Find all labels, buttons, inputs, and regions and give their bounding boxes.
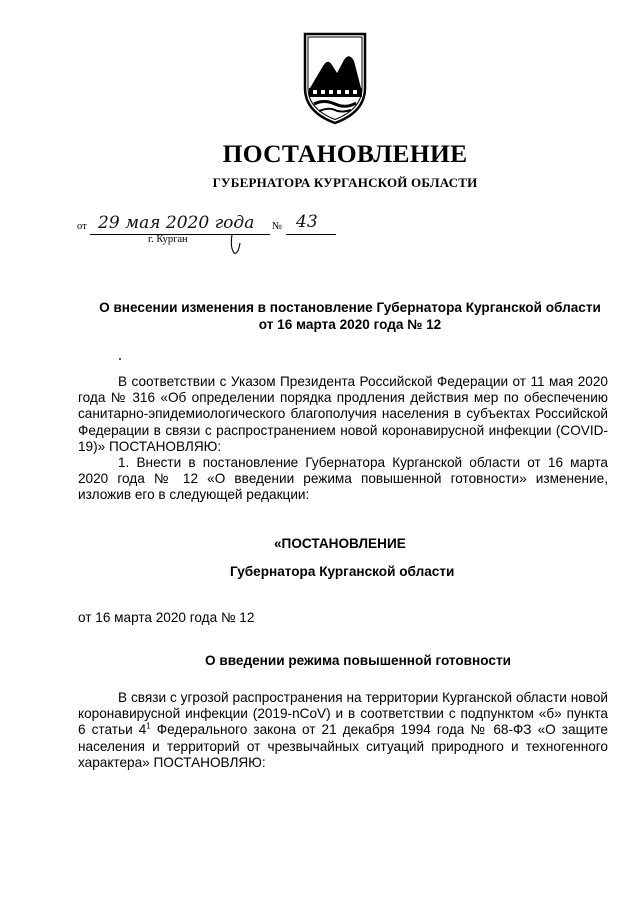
stray-dot: [119, 358, 121, 360]
heading-line2: от 16 марта 2020 года № 12: [258, 317, 442, 332]
number-handwritten: 43: [296, 212, 318, 232]
paragraph-1: В соответствии с Указом Президента Российской Федерации от 11 мая 2020 года № 316 «Об определении порядка продления действия мер по обеспечению санитарно-эпидемиологического благополучия населения в субъектах Российской Федерации в связи с распространением новой коронавирусной инфекции (COVID-19)» ПОСТАНОВЛЯЮ:: [78, 374, 608, 454]
embedded-paragraph-part1: В связи с угрозой распространения на территории Курганской области новой коронавирусной инфекции (2019-nCoV) и в соответствии с подпунктом «б» пункта 6 статьи 4: [78, 690, 608, 738]
body-paragraphs: [78, 374, 608, 504]
footnote-superscript: 1: [146, 721, 151, 731]
document-title: ПОСТАНОВЛЕНИЕ: [222, 139, 468, 168]
signature-stroke: [228, 233, 248, 262]
number-prefix: №: [272, 221, 283, 232]
embedded-paragraph-block: [78, 690, 608, 771]
number-underline: [286, 234, 336, 235]
document-subtitle: ГУБЕРНАТОРА КУРГАНСКОЙ ОБЛАСТИ: [212, 175, 478, 190]
date-handwritten: 29 мая 2020 года: [98, 213, 255, 233]
embedded-date-line: от 16 марта 2020 года № 12: [78, 610, 255, 625]
paragraph-2: 1. Внести в постановление Губернатора Курганской области от 16 марта 2020 года № 12 «О введении режима повышенной готовности» изменение, изложив его в следующей редакции:: [78, 455, 608, 503]
embedded-paragraph-part2: Федерального закона от 21 декабря 1994 года № 68-ФЗ «О защите населения и территорий от чрезвычайных ситуаций природного и техногенного характера» ПОСТАНОВЛЯЮ:: [78, 722, 608, 770]
city: г. Курган: [148, 234, 188, 245]
embedded-subtitle: Губернатора Курганской области: [230, 564, 455, 579]
heading-line1: О внесении изменения в постановление Губернатора Курганской области: [99, 300, 601, 315]
date-prefix: от: [77, 221, 87, 232]
embedded-heading: О введении режима повышенной готовности: [205, 653, 511, 668]
embedded-title: «ПОСТАНОВЛЕНИЕ: [274, 536, 406, 551]
embedded-paragraph: [78, 690, 608, 771]
document-heading: [70, 299, 630, 333]
kurgan-coat-of-arms-icon: [299, 30, 371, 126]
